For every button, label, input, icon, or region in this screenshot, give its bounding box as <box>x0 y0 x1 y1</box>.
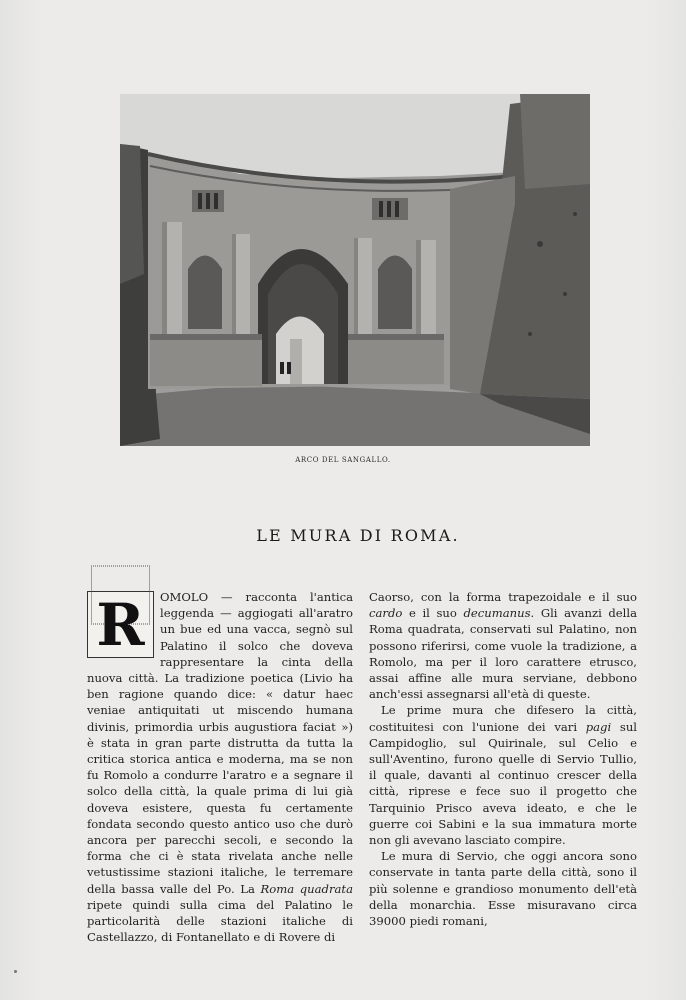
arch-photograph <box>120 94 590 446</box>
right-paragraph-1 <box>369 589 637 702</box>
right-paragraph-2 <box>369 702 637 848</box>
right-paragraph-3: Le mura di Servio, che oggi ancora sono conservate in tanta parte della città, sono il più solenne e grandioso monumento dell'età della monarchia. Esse misuravano circa 39000 piedi romani, <box>369 849 637 929</box>
text-run: Le prime mura che difesero la città, costituitesi con l'unione dei vari <box>369 703 637 734</box>
left-paragraph-text-end: ripete quindi sulla cima del Palatino le particolarità delle stazioni italiche di Castellazzo, di Fontanellato e di Rovere di <box>87 897 353 945</box>
text-run: Caorso, con la forma trapezoidale e il suo <box>369 590 637 604</box>
text-run: sul Campidoglio, sul Quirinale, sul Celio e sull'Aventino, furono quelle di Servio Tullio, il quale, davanti al continuo crescer della città, riprese e fece suo il progetto che Tarquinio Prisco aveva ideato, e che le guerre coi Sabini e la sua immatura morte non gli avevano lasciato compire. <box>369 719 637 848</box>
left-text-column <box>87 589 353 945</box>
arco-del-sangallo-image <box>120 94 590 446</box>
left-paragraph-text: — racconta l'antica leggenda — aggiogati all'aratro un bue ed una vacca, segnò sul Palatino il solco che doveva rappresentare la cinta della nuova città. La tradizione poetica (Livio ha ben ragione quando dice: « datur haec veniae antiquitati ut miscendo humana divinis, primordia urbis augustiora faciat ») è stata in gran parte distrutta da tutta la critica storica antica e moderna, ma se non fu Romolo a condurre l'aratro e a segnare il solco della città, la quale prima di lui già doveva esistere, questa fu certamente fondata secondo questo antico uso che durò ancora per parecchi secoli, e secondo la forma che ci è stata rivelata anche nelle vetustissime stazioni italiche, le terremare della bassa valle del Po. La <box>87 590 353 896</box>
photo-caption: ARCO DEL SANGALLO. <box>295 456 391 464</box>
decumanus-emphasis: decumanus <box>463 606 531 621</box>
roma-quadrata-emphasis: Roma quadrata <box>260 881 353 896</box>
article-title: LE MURA DI ROMA. <box>256 526 460 545</box>
cardo-emphasis: cardo <box>369 606 403 621</box>
text-run: . Gli avanzi della Roma quadrata, conservati sul Palatino, non possono riferirsi, come vuole la tradizione, a Romolo, ma per il loro carattere etrusco, assai affine alle mura serviane, debbono anch'essi assegnarsi all'età di queste. <box>369 606 637 702</box>
right-text-column <box>369 589 637 929</box>
text-run: e il suo <box>402 606 464 621</box>
ornamental-drop-cap <box>87 591 154 658</box>
opening-word: OMOLO <box>160 590 209 604</box>
pagi-emphasis: pagi <box>585 719 612 734</box>
page-speck <box>14 970 17 973</box>
drop-cap-letter: R <box>96 590 145 659</box>
